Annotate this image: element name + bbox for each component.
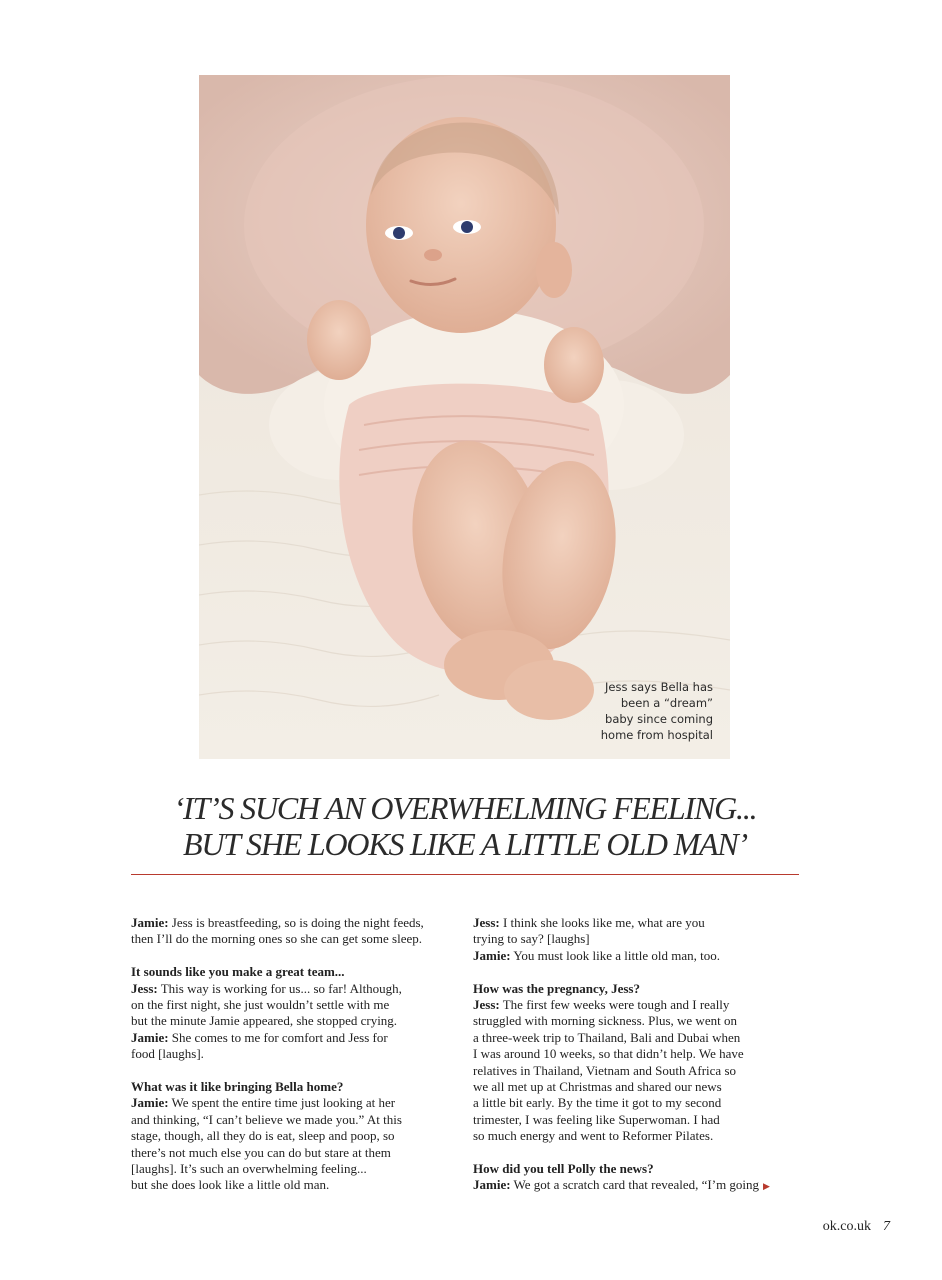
article-text-line (131, 1112, 461, 1128)
line-text: on the first night, she just wouldn’t settle with me (131, 997, 390, 1013)
article-text-line (131, 1145, 461, 1161)
line-text: trimester, I was feeling like Superwoman. I had (473, 1111, 720, 1127)
article-text-line (131, 997, 461, 1013)
article-text-line (131, 981, 461, 997)
line-text: trying to say? [laughs] (473, 931, 590, 947)
line-text: [laughs]. It’s such an overwhelming feeling... (131, 1161, 367, 1177)
line-text: we all met up at Christmas and shared our news (473, 1079, 722, 1095)
article-text-line (473, 1177, 803, 1194)
speaker-name: Jess: (131, 980, 158, 996)
paragraph-gap (131, 1063, 461, 1079)
caption-line: baby since coming (605, 712, 713, 726)
photo-caption (583, 679, 713, 743)
paragraph-gap (131, 948, 461, 964)
article-text-line (473, 997, 803, 1013)
caption-line: been a “dream” (620, 696, 713, 710)
article-column-right (473, 915, 803, 1195)
speaker-name: Jamie: (473, 947, 511, 963)
article-text-line (131, 1128, 461, 1144)
footer-site-url[interactable]: ok.co.uk (822, 1219, 871, 1234)
article-text-line (473, 1046, 803, 1062)
line-text: a three-week trip to Thailand, Bali and Dubai when (473, 1029, 741, 1045)
article-text-line (131, 1013, 461, 1029)
speaker-name: Jamie: (473, 1177, 511, 1193)
article-column-left (131, 915, 461, 1194)
article-text-line (473, 1063, 803, 1079)
continued-arrow-icon: ▶ (763, 1181, 770, 1192)
line-text: We spent the entire time just looking at her (168, 1095, 396, 1111)
headline-line-2: BUT SHE LOOKS LIKE A LITTLE OLD MAN’ (182, 826, 748, 862)
article-text-line (473, 931, 803, 947)
line-text: I was around 10 weeks, so that didn’t help. We have (473, 1046, 744, 1062)
caption-line: home from hospital (600, 728, 713, 742)
article-text-line (131, 1177, 461, 1193)
line-text: She comes to me for comfort and Jess for (168, 1029, 388, 1045)
line-text: a little bit early. By the time it got to my second (473, 1095, 722, 1111)
speaker-name: Jess: (473, 915, 500, 930)
pull-quote-headline (131, 790, 799, 862)
speaker-name: Jamie: (131, 1095, 169, 1111)
page-number: 7 (883, 1219, 890, 1234)
article-text-line (473, 1128, 803, 1144)
line-text: You must look like a little old man, too. (510, 947, 720, 963)
page-footer (823, 1219, 890, 1235)
line-text: This way is working for us... so far! Although, (157, 980, 402, 996)
article-text-line (131, 931, 461, 947)
baby-photo (199, 75, 730, 759)
interview-question (131, 1079, 461, 1095)
caption-line: Jess says Bella has (605, 680, 713, 694)
line-text: but she does look like a little old man. (131, 1177, 330, 1193)
question-text: It sounds like you make a great team... (131, 964, 345, 980)
article-text-line (473, 1013, 803, 1029)
article-text-line (473, 915, 803, 931)
baby-illustration (199, 75, 730, 759)
article-text-line (131, 1095, 461, 1111)
article-text-line (131, 1030, 461, 1046)
line-text: but the minute Jamie appeared, she stopped crying. (131, 1013, 398, 1029)
paragraph-gap (473, 1145, 803, 1161)
speaker-name: Jamie: (131, 915, 169, 930)
interview-question (473, 981, 803, 997)
line-text: food [laughs]. (131, 1046, 204, 1062)
article-text-line (473, 1030, 803, 1046)
line-text: Jess is breastfeeding, so is doing the night feeds, (168, 915, 424, 930)
line-text: stage, though, all they do is eat, sleep and poop, so (131, 1128, 395, 1144)
article-text-line (131, 915, 461, 931)
article-text-line (473, 1095, 803, 1111)
line-text: struggled with morning sickness. Plus, we went on (473, 1013, 737, 1029)
headline-divider (131, 874, 799, 875)
article-text-line (473, 948, 803, 964)
line-text: We got a scratch card that revealed, “I’m going (510, 1177, 760, 1193)
line-text: relatives in Thailand, Vietnam and South Africa so (473, 1062, 737, 1078)
speaker-name: Jess: (473, 997, 500, 1013)
question-text: What was it like bringing Bella home? (131, 1079, 344, 1095)
interview-question (473, 1161, 803, 1177)
headline-line-1: ‘IT’S SUCH AN OVERWHELMING FEELING... (173, 790, 757, 826)
article-text-line (473, 1079, 803, 1095)
line-text: The first few weeks were tough and I really (499, 997, 730, 1013)
line-text: so much energy and went to Reformer Pilates. (473, 1128, 714, 1144)
question-text: How was the pregnancy, Jess? (473, 980, 640, 996)
article-text-line (473, 1112, 803, 1128)
interview-question (131, 964, 461, 980)
article-text-line (131, 1046, 461, 1062)
article-text-line (131, 1161, 461, 1177)
line-text: there’s not much else you can do but stare at them (131, 1144, 391, 1160)
line-text: I think she looks like me, what are you (499, 915, 705, 930)
line-text: and thinking, “I can’t believe we made you.” At this (131, 1111, 402, 1127)
speaker-name: Jamie: (131, 1029, 169, 1045)
line-text: then I’ll do the morning ones so she can get some sleep. (131, 931, 422, 947)
question-text: How did you tell Polly the news? (473, 1161, 654, 1177)
paragraph-gap (473, 964, 803, 980)
